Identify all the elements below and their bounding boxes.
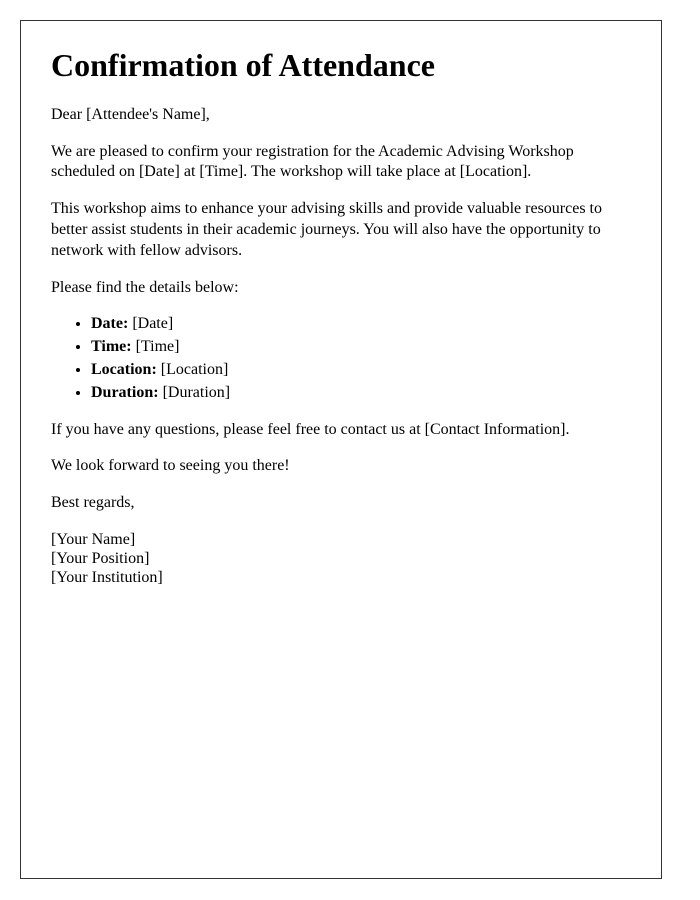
detail-value: [Duration] (162, 383, 231, 401)
detail-value: [Time] (135, 338, 180, 356)
detail-label: Time: (91, 338, 132, 356)
detail-item-location (91, 360, 631, 381)
signature-name-line: [Your Name] (51, 530, 136, 548)
paragraph-regards: Best regards, (51, 494, 135, 512)
paragraph-see-you: We look forward to seeing you there! (51, 457, 290, 475)
paragraph-contact: If you have any questions, please feel free to contact us at [Contact Information]. (51, 420, 570, 438)
detail-item-duration (91, 383, 631, 404)
salutation: Dear [Attendee's Name], (51, 105, 210, 123)
details-list (51, 314, 631, 403)
detail-item-time (91, 337, 631, 358)
detail-label: Duration: (91, 383, 159, 401)
signature-institution-line: [Your Institution] (51, 569, 163, 587)
signature-block (51, 530, 631, 588)
letter-document (20, 20, 662, 879)
paragraph-registration: We are pleased to confirm your registration for the Academic Advising Workshop scheduled on [Date] at [Time]. The workshop will take place at [Location]. (51, 142, 574, 181)
detail-value: [Location] (160, 360, 229, 378)
detail-label: Location: (91, 360, 157, 378)
signature-position-line: [Your Position] (51, 550, 150, 568)
detail-label: Date: (91, 315, 129, 333)
details-intro: Please find the details below: (51, 278, 239, 296)
detail-item-date (91, 314, 631, 335)
page-title: Confirmation of Attendance (51, 47, 435, 83)
paragraph-workshop-aims: This workshop aims to enhance your advising skills and provide valuable resources to better assist students in their academic journeys. You will also have the opportunity to network with fellow advisors. (51, 200, 602, 259)
detail-value: [Date] (132, 315, 174, 333)
